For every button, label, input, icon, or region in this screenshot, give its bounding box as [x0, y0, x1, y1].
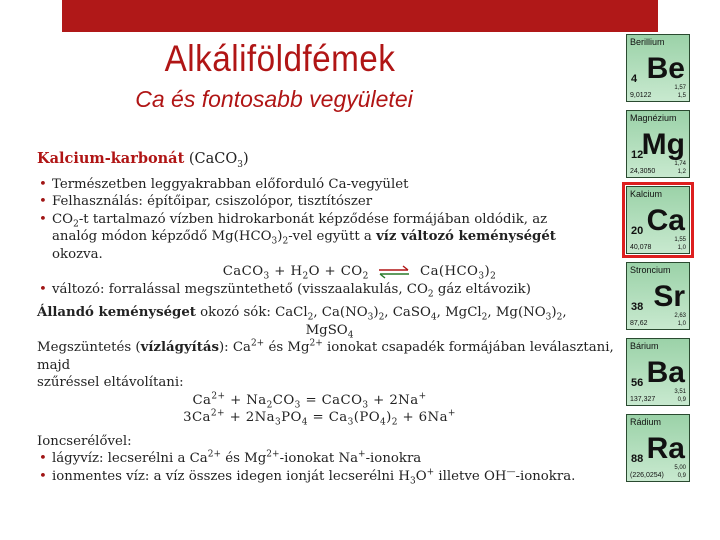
eq-text: + 2Na	[224, 410, 275, 425]
eq-text: Ca(HCO	[420, 264, 479, 279]
sub: 4	[430, 312, 437, 323]
element-number: 20	[631, 225, 644, 237]
element-cell-ra	[626, 414, 690, 482]
eq-text: O + CO	[308, 264, 363, 279]
soda-equation	[37, 392, 622, 410]
element-name: Magnézium	[630, 113, 677, 123]
ion-exchange-deionized	[37, 468, 622, 486]
permanent-hardness-line	[37, 304, 622, 322]
eq-sup: +	[418, 391, 427, 402]
sup: 2+	[266, 449, 280, 460]
periodic-table-column	[626, 34, 690, 490]
text: )	[277, 229, 283, 244]
element-mass: 9,0122	[630, 92, 652, 99]
equilibrium-arrows-icon	[376, 265, 412, 279]
sub: 2	[556, 312, 563, 323]
element-en: 1,57	[674, 85, 686, 91]
bullet-occurrence: • Természetben leggyakrabban előforduló Ca-vegyület	[37, 176, 622, 194]
element-mass: 24,3050	[630, 168, 656, 175]
eq-text: CaCO	[222, 264, 264, 279]
element-cell-mg	[626, 110, 690, 178]
eq-text: + H	[269, 264, 303, 279]
element-r: 0,9	[677, 397, 686, 403]
text: , Mg(NO	[487, 305, 546, 320]
element-number: 38	[631, 301, 644, 313]
element-mass: 40,078	[630, 244, 652, 251]
sup: +	[426, 467, 435, 478]
text: -vel együtt a	[288, 229, 377, 244]
element-symbol: Ra	[646, 432, 685, 465]
text: O	[415, 468, 427, 484]
element-name: Stroncium	[630, 265, 671, 275]
text: -ionokra	[365, 451, 422, 466]
element-symbol: Mg	[641, 128, 685, 161]
element-r: 1,0	[677, 321, 686, 327]
text: , MgCl	[436, 305, 482, 320]
slide-body	[37, 150, 622, 485]
bullet-dissolution-cont2: okozva.	[52, 246, 103, 262]
element-en: 1,74	[674, 161, 686, 167]
element-symbol: Ca	[646, 204, 685, 237]
bullet-dissolution-cont	[37, 228, 622, 246]
bold-text: víz változó keménységét	[376, 229, 556, 244]
slide-subtitle: Ca és fontosabb vegyületei	[135, 86, 413, 112]
eq-sub: 2	[490, 271, 497, 282]
element-name: Rádium	[630, 417, 662, 427]
text: analóg módon képződő Mg(HCO	[52, 229, 272, 244]
sup: 2+	[250, 338, 265, 349]
text: okozó sók: CaCl	[195, 305, 308, 320]
text: )	[373, 305, 379, 320]
element-cell-be	[626, 34, 690, 102]
eq-text: 3Ca	[183, 410, 211, 425]
ion-exchange-soft-water	[37, 450, 622, 468]
text: és Mg	[221, 451, 267, 466]
element-symbol: Be	[646, 52, 685, 85]
sup: 2+	[207, 449, 222, 460]
text: -ionokra.	[515, 468, 576, 484]
sub: 2	[307, 312, 314, 323]
sup: —	[506, 467, 516, 478]
permanent-hardness-line2	[37, 322, 622, 340]
sub: 2	[481, 312, 488, 323]
sub: 2	[427, 289, 434, 300]
element-name: Kalcium	[630, 189, 663, 199]
text: lágyvíz: lecserélni a Ca	[52, 451, 208, 466]
eq-sub: 4	[380, 417, 387, 428]
element-en: 3,51	[674, 389, 686, 395]
element-r: 0,9	[677, 473, 686, 479]
eq-sup: 2+	[210, 408, 225, 419]
eq-text: + 2Na	[368, 392, 419, 408]
text: , CaSO	[384, 305, 431, 320]
text: ionokat csapadék formájában leválasztani, majd	[37, 340, 614, 373]
element-en: 2,63	[674, 313, 686, 319]
eq-text: (PO	[353, 410, 381, 425]
sub: 4	[347, 330, 354, 341]
eq-text: + 6Na	[397, 410, 448, 425]
element-number: 12	[631, 149, 644, 161]
bullet-list	[37, 176, 622, 229]
bullet-temporary-hardness	[37, 281, 622, 299]
text: ,	[562, 305, 567, 320]
element-en: 1,55	[674, 237, 686, 243]
element-name: Berillium	[630, 37, 665, 47]
section-heading	[37, 150, 622, 169]
ion-exchange-title: Ioncserélővel:	[37, 433, 132, 449]
text: Megszüntetés (	[37, 340, 141, 355]
eq-sub: 3	[263, 271, 270, 282]
element-mass: (226,0254)	[630, 472, 664, 479]
element-number: 4	[631, 73, 638, 85]
element-number: 56	[631, 377, 644, 389]
sub: 3	[271, 236, 278, 247]
text: változó: forralással megszüntethető (visszaalakulás, CO	[52, 281, 428, 297]
eq-sub: 2	[266, 400, 273, 411]
slide-title: Alkáliföldfémek	[164, 38, 396, 79]
eq-text: )	[386, 410, 392, 425]
element-symbol: Sr	[653, 280, 685, 313]
softening-line	[37, 339, 622, 374]
text: ionmentes víz: a víz összes idegen ionját lecserélni H	[52, 468, 410, 484]
bold-text: vízlágyítás	[140, 340, 219, 355]
element-en: 5,00	[674, 465, 686, 471]
text: , Ca(NO	[313, 305, 368, 320]
text: gáz eltávozik)	[433, 281, 531, 297]
ion-exchange-list	[37, 450, 622, 485]
eq-sub: 2	[302, 271, 309, 282]
element-r: 1,0	[677, 245, 686, 251]
heading-bold: Kalcium-karbonát	[37, 150, 185, 167]
element-r: 1,5	[677, 93, 686, 99]
eq-text: Ca	[192, 392, 212, 408]
text: -t tartalmazó vízben hidrokarbonát képződése formájában oldódik, az	[78, 211, 548, 227]
heading-sub: 3	[237, 159, 244, 170]
softening-line2: szűréssel eltávolítani:	[37, 375, 184, 390]
text: és Mg	[264, 340, 310, 355]
eq-text: + Na	[225, 392, 267, 408]
eq-sub: 2	[391, 417, 398, 428]
element-mass: 137,327	[630, 396, 656, 403]
eq-text: )	[484, 264, 491, 279]
sub: 2	[282, 236, 289, 247]
text: CO	[52, 211, 74, 227]
bullet-list-2	[37, 281, 622, 299]
text: -ionokat Na	[279, 451, 359, 466]
bold-text: Állandó keménységet	[37, 305, 196, 320]
element-r: 1,2	[677, 169, 686, 175]
eq-text: = Ca	[307, 410, 348, 425]
element-mass: 87,62	[630, 320, 648, 327]
eq-text: = CaCO	[300, 392, 363, 408]
element-cell-ca-highlighted	[626, 186, 690, 254]
eq-sub: 2	[362, 271, 369, 282]
eq-sub: 3	[478, 271, 485, 282]
text: MgSO	[305, 322, 348, 338]
sub: 3	[545, 312, 552, 323]
element-symbol: Ba	[646, 356, 685, 389]
eq-sub: 3	[362, 400, 369, 411]
top-accent-bar	[62, 0, 658, 32]
heading-formula: (CaCO	[188, 151, 238, 167]
text: illetve OH	[434, 468, 507, 484]
sup: 2+	[309, 338, 323, 349]
sup: +	[358, 449, 366, 460]
eq-sub: 3	[274, 417, 282, 428]
bullet-dissolution	[37, 211, 622, 229]
sub: 3	[409, 476, 416, 487]
eq-text: CO	[272, 392, 295, 408]
eq-sup: 2+	[211, 391, 226, 402]
bullet-usage: • Felhasználás: építőipar, csiszolópor, tisztítószer	[37, 193, 622, 211]
sub: 2	[378, 312, 385, 323]
eq-sup: +	[447, 408, 456, 419]
element-cell-ba	[626, 338, 690, 406]
phosphate-equation	[37, 409, 622, 427]
equilibrium-equation	[37, 263, 622, 281]
eq-sub: 3	[294, 400, 301, 411]
element-cell-sr	[626, 262, 690, 330]
element-number: 88	[631, 453, 644, 465]
element-name: Bárium	[630, 341, 659, 351]
eq-sub: 4	[301, 417, 308, 428]
eq-text: PO	[281, 410, 302, 425]
text: ): Ca	[218, 340, 251, 355]
sub: 3	[367, 312, 374, 323]
sub: 2	[73, 219, 79, 230]
heading-close: )	[243, 151, 249, 167]
text: )	[551, 305, 557, 320]
eq-sub: 3	[347, 417, 354, 428]
